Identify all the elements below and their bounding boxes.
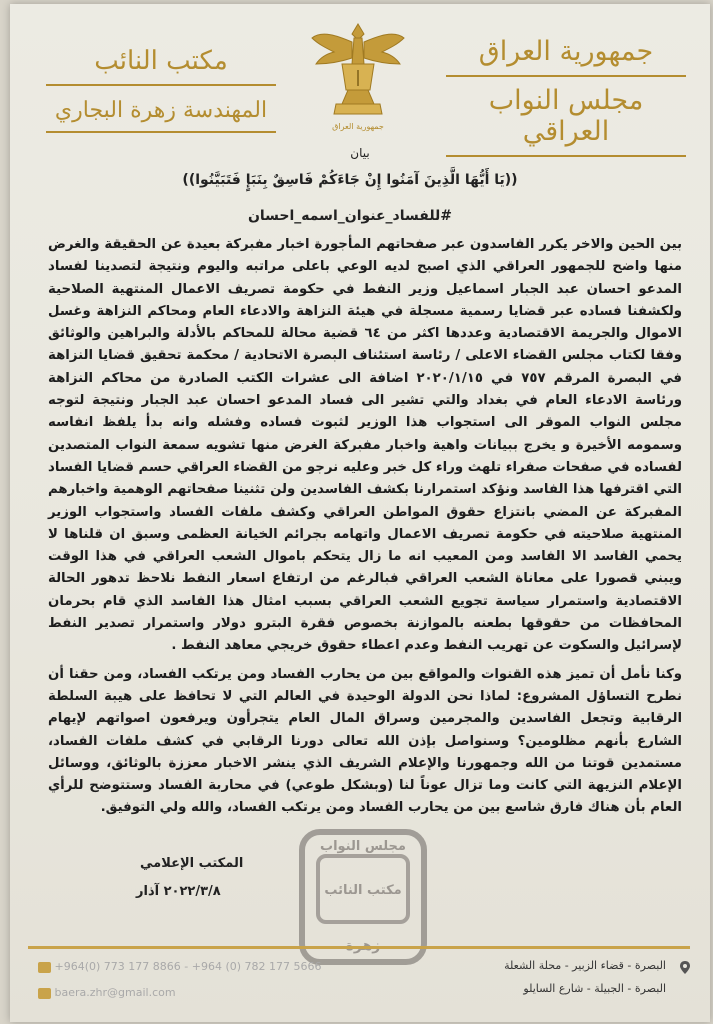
eagle-emblem-icon xyxy=(308,18,408,146)
document-page xyxy=(10,4,710,1022)
header-rule xyxy=(46,131,276,133)
quran-verse: ((يَا أَيُّهَا الَّذِينَ آمَنُوا إِنْ جَاءَكُمْ فَاسِقٌ بِنَبَإٍ فَتَبَيَّنُوا)) xyxy=(182,172,518,188)
header-office-line2: المهندسة زهرة البجاري xyxy=(54,98,268,123)
email-icon xyxy=(38,988,51,999)
stamp-text-mid: مكتب النائب xyxy=(324,883,402,898)
header-republic-line2: مجلس النواب العراقي xyxy=(488,85,644,147)
header-office xyxy=(46,46,276,133)
location-pin-icon xyxy=(680,961,690,974)
header-republic xyxy=(446,36,686,157)
phone-icon xyxy=(38,962,51,973)
header-office-line1: مكتب النائب xyxy=(94,46,228,76)
footer-address-1: البصرة - قضاء الزبير - محلة الشعلة xyxy=(504,959,666,972)
footer-divider xyxy=(28,946,690,949)
header-rule xyxy=(446,75,686,77)
stamp-text-top: مجلس النواب xyxy=(320,839,406,854)
media-office-signature: المكتب الإعلامي xyxy=(140,856,244,871)
footer-address-2: البصرة - الجبيلة - شارع السايلو xyxy=(523,982,666,995)
header-rule xyxy=(46,84,276,86)
statement-body xyxy=(48,234,682,820)
paragraph-2: وكنا نأمل أن تميز هذه القنوات والمواقع بين من يحارب الفساد ومن يرتكب الفساد، ومن حقنا أن نطرح التساؤل المشروع: لماذا نحن الدولة الوحيدة في العالم التي لا تحافظ على هيبة السلطة الرقابية وتجعل الفاسدين والمجرمين وسراق المال العام يتجرأون ويرفعون اصواتهم لإيهام الشارع بأنهم مظلومين؟ وسنواصل بإذن الله تعالى دورنا الرقابي في كشف ملفات الفساد، مستمدين قوتنا من الله وجمهورنا والإعلام الشريف الذي ينشر الاخبار معززة بالوثائق، ووسائل الإعلام النزيهة التي كانت وما تزال عوناً لنا (وبشكل طوعي) في محاربة الفساد وستتوضح للرأي العام بأن هناك فارق شاسع بين من يحارب الفساد ومن يرتكب الفساد، والله ولي التوفيق. xyxy=(48,666,682,816)
paragraph-1: بين الحين والاخر يكرر الفاسدون عبر صفحاتهم المأجورة اخبار مفبركة بعيدة عن الحقيقة والغرض منها واضح للجمهور العراقي الذي اصبح لديه الوعي باعلى مراتبه واليوم ونتيجة لتصدينا لفساد المدعو احسان عبد الجبار اسماعيل وزير النفط في حكومة تصريف الاعمال المنتهية الصلاحية ولكشفنا فساده عبر قضايا رسمية مسجلة في هيئة النزاهة والادعاء العام ومحاكم النزاهة وغسل الاموال والجريمة الاقتصادية وعددها اكثر من ٦٤ قضية محالة للمحاكم بالأدلة والبراهين والوثائق وفقا لكتاب مجلس القضاء الاعلى / رئاسة استئناف البصرة الاتحادية / محكمة تحقيق قضايا النزاهة في البصرة المرقم ٧٥٧ في ٢٠٢٠/١/١٥ اضافة الى عشرات الكتب الصادرة من محاكم النزاهة ورئاسة الادعاء العام في بغداد والتي تشير الى فساد المدعو احسان عبد الجبار ونتيجة لتوجه مجلس النواب الموقر الى استجواب هذا الوزير لثبوت فساده وفشله وانه بدأ يلفظ انفاسه وسمومه الأخيرة و يخرج ببيانات واهية واخبار مفبركة الغرض منها تشويه سمعة النواب المتصدين لفساده في صفحات صفراء تلهث وراء كل خبر وعليه نرجو من القضاء العراقي حسم قضايا الفساد التي اقترفها هذا الفاسد ونؤكد استمرارنا بكشف الفاسدين ولن تثنينا صفحاتهم الوهمية واخبارهم المفبركة عن المضي بانتزاع حقوق المواطن العراقي وكشف ملفات الفساد واستجواب الوزير المنتهية صلاحيته في حكومة تصريف الاعمال واتهامه بجرائم الخيانة العظمى وسبق ان قلناها لا يحمي الفاسد الا الفاسد ومن المعيب انه ما زال يتحكم باموال الشعب العراقي في هذا الوقت ويبني قصورا على معاناة الشعب العراقي فبالرغم من ارتفاع اسعار النفط نلاحظ تدهور الحالة الاقتصادية واستمرار سياسة تجويع الشعب العراقي بسبب امثال هذا الفاسد الذي قام بحرمان المحافظات من حقوقها بطعنه بالموازنة بخصوص فقرة البترو دولار واستمرار تصدير النفط لإسرائيل والسكوت عن تهريب النفط وعدم اعطاء حقوق خريجي معاهد النفط . xyxy=(48,237,683,654)
document-title: بيان xyxy=(350,146,370,160)
footer-email-text: baera.zhr@gmail.com xyxy=(54,986,176,999)
footer-email xyxy=(38,986,176,999)
header-republic-line1: جمهورية العراق xyxy=(478,36,654,67)
statement-date: ٢٠٢٢/٣/٨ آذار xyxy=(136,884,221,899)
office-stamp-icon xyxy=(288,822,438,972)
hashtag: #للفساد_عنوان_اسمه_احسان xyxy=(247,208,453,224)
footer-phone xyxy=(38,960,322,973)
footer-phone-text: +964(0) 773 177 8866 - +964 (0) 782 177 5666 xyxy=(54,960,322,973)
emblem-caption: جمهورية العراق xyxy=(332,122,384,131)
